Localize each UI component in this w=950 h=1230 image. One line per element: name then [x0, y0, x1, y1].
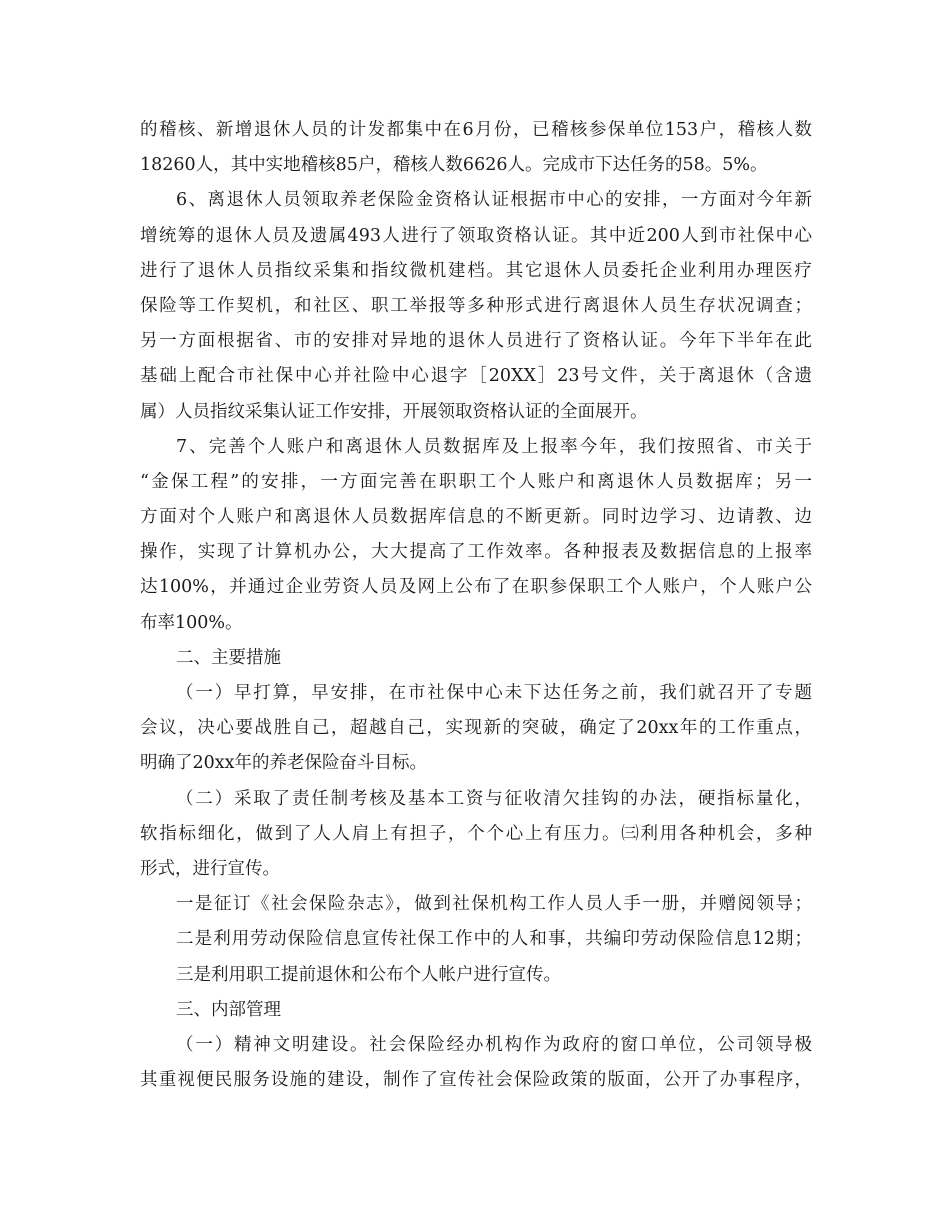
text-line: 形式，进行宣传。	[140, 858, 280, 879]
text-line: 其重视便民服务设施的建设，制作了宣传社会保险政策的版面，公开了办事程序，	[140, 1070, 812, 1091]
text-line: 增统筹的退休人员及遗属493人进行了领取资格认证。其中近200人到市社保中心	[140, 225, 812, 246]
text-line: 软指标细化，做到了人人肩上有担子，个个心上有压力。㈢利用各种机会，多种	[140, 823, 812, 844]
paragraph-start-line: 二是利用劳动保险信息宣传社保工作中的人和事，共编印劳动保险信息12期；	[176, 929, 812, 950]
section-heading: 三、内部管理	[176, 999, 281, 1020]
text-line: 另一方面根据省、市的安排对异地的退休人员进行了资格认证。今年下半年在此	[140, 331, 812, 352]
text-line: 明确了20xx年的养老保险奋斗目标。	[140, 753, 428, 774]
text-line: 18260人，其中实地稽核85户，稽核人数6626人。完成市下达任务的58。5%。	[140, 155, 768, 176]
paragraph-start-line: 三是利用职工提前退休和公布个人帐户进行宣传。	[176, 964, 561, 985]
text-line: 的稽核、新增退休人员的计发都集中在6月份，已稽核参保单位153户，稽核人数	[140, 120, 812, 140]
text-line: 操作，实现了计算机办公，大大提高了工作效率。各种报表及数据信息的上报率	[140, 542, 812, 563]
text-line: 达100%，并通过企业劳资人员及网上公布了在职参保职工个人账户，个人账户公	[140, 577, 812, 598]
paragraph-start-line: （一）早打算，早安排，在市社保中心未下达任务之前，我们就召开了专题	[176, 683, 812, 703]
text-line: 方面对个人账户和离退休人员数据库信息的不断更新。同时边学习、边请教、边	[140, 507, 812, 528]
text-line: 属）人员指纹采集认证工作安排，开展领取资格认证的全面展开。	[140, 401, 648, 422]
paragraph-start-line: 7、完善个人账户和离退休人员数据库及上报率今年，我们按照省、市关于	[176, 436, 812, 457]
document-body	[140, 113, 812, 1098]
text-line: “金保工程”的安排，一方面完善在职职工个人账户和离退休人员数据库；另一	[140, 471, 812, 492]
paragraph-start-line: （二）采取了责任制考核及基本工资与征收清欠挂钩的办法，硬指标量化，	[176, 788, 812, 809]
paragraph-start-line: 6、离退休人员领取养老保险金资格认证根据市中心的安排，一方面对今年新	[176, 190, 812, 211]
paragraph-start-line: （一）精神文明建设。社会保险经办机构作为政府的窗口单位，公司领导极	[176, 1034, 812, 1055]
text-line: 进行了退休人员指纹采集和指纹微机建档。其它退休人员委托企业利用办理医疗	[140, 260, 812, 281]
text-line: 会议，决心要战胜自己，超越自己，实现新的突破，确定了20xx年的工作重点，	[140, 718, 812, 739]
section-heading: 二、主要措施	[176, 647, 281, 668]
text-line: 保险等工作契机，和社区、职工举报等多种形式进行离退休人员生存状况调查；	[140, 295, 812, 316]
text-line: 布率100%。	[140, 612, 243, 633]
paragraph-start-line: 一是征订《社会保险杂志》，做到社保机构工作人员人手一册，并赠阅领导；	[176, 894, 812, 915]
text-line: 基础上配合市社保中心并社险中心退字［20XX］23号文件，关于离退休（含遗	[140, 366, 812, 387]
